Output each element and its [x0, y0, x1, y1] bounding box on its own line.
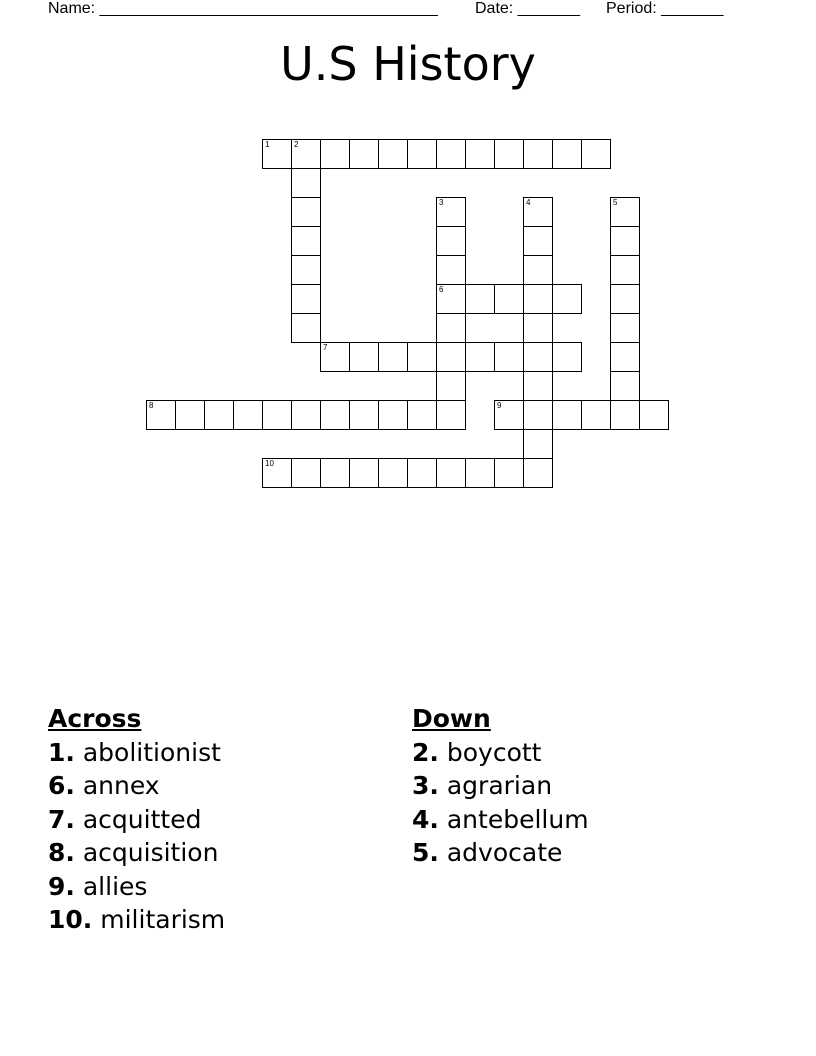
- crossword-cell[interactable]: [610, 371, 640, 401]
- crossword-cell[interactable]: [407, 342, 437, 372]
- down-clues: [412, 702, 589, 870]
- crossword-cell[interactable]: [465, 284, 495, 314]
- crossword-cell[interactable]: [436, 197, 466, 227]
- period-field-label: Period: _______: [606, 0, 724, 17]
- crossword-cell[interactable]: [436, 255, 466, 285]
- page-title: U.S History: [280, 37, 536, 91]
- clue-down-5: [412, 836, 589, 870]
- crossword-cell[interactable]: [349, 458, 379, 488]
- crossword-cell[interactable]: [494, 400, 524, 430]
- name-field-label: Name: ______________________________________: [48, 0, 438, 17]
- crossword-cell[interactable]: [436, 342, 466, 372]
- crossword-cell[interactable]: [291, 400, 321, 430]
- crossword-cell[interactable]: [378, 342, 408, 372]
- clue-text: annex: [82, 771, 160, 800]
- crossword-cell[interactable]: [610, 284, 640, 314]
- crossword-grid: [0, 0, 816, 520]
- clue-number: 1.: [48, 737, 75, 767]
- clue-text: allies: [82, 871, 148, 901]
- clue-number: 8.: [48, 838, 75, 867]
- clue-text: militarism: [100, 905, 226, 934]
- crossword-cell[interactable]: [291, 255, 321, 285]
- crossword-cell[interactable]: [262, 458, 292, 488]
- crossword-cell[interactable]: [291, 284, 321, 314]
- clue-across-6: [48, 769, 225, 803]
- clue-number: 7.: [48, 804, 75, 834]
- crossword-cell[interactable]: [523, 458, 553, 488]
- clue-across-7: [48, 803, 225, 837]
- crossword-cell[interactable]: [465, 458, 495, 488]
- crossword-cell[interactable]: [407, 400, 437, 430]
- crossword-cell[interactable]: [523, 255, 553, 285]
- crossword-cell[interactable]: [291, 139, 321, 169]
- cell-number: 4: [526, 198, 531, 207]
- crossword-cell[interactable]: [610, 342, 640, 372]
- crossword-cell[interactable]: [581, 400, 611, 430]
- crossword-cell[interactable]: [494, 139, 524, 169]
- across-heading: Across: [48, 704, 142, 733]
- crossword-cell[interactable]: [320, 400, 350, 430]
- clue-text: boycott: [446, 737, 542, 767]
- crossword-cell[interactable]: [523, 139, 553, 169]
- crossword-cell[interactable]: [494, 458, 524, 488]
- clue-number: 9.: [48, 871, 75, 901]
- cell-number: 2: [294, 140, 299, 149]
- crossword-cell[interactable]: [465, 342, 495, 372]
- cell-number: 9: [497, 401, 502, 410]
- cell-number: 8: [149, 401, 154, 410]
- crossword-cell[interactable]: [436, 139, 466, 169]
- across-clues: [48, 702, 225, 937]
- crossword-cell[interactable]: [494, 284, 524, 314]
- crossword-cell[interactable]: [436, 458, 466, 488]
- crossword-cell[interactable]: [378, 458, 408, 488]
- clue-across-8: [48, 836, 225, 870]
- down-heading: Down: [412, 704, 491, 733]
- clue-text: abolitionist: [82, 737, 221, 767]
- crossword-cell[interactable]: [233, 400, 263, 430]
- crossword-cell[interactable]: [349, 342, 379, 372]
- cell-number: 7: [323, 343, 328, 352]
- crossword-cell[interactable]: [523, 371, 553, 401]
- crossword-cell[interactable]: [523, 400, 553, 430]
- crossword-cell[interactable]: [610, 255, 640, 285]
- crossword-cell[interactable]: [639, 400, 669, 430]
- crossword-cell[interactable]: [262, 139, 292, 169]
- crossword-cell[interactable]: [436, 226, 466, 256]
- clue-number: 2.: [412, 737, 439, 767]
- crossword-cell[interactable]: [581, 139, 611, 169]
- clue-down-4: [412, 803, 589, 837]
- crossword-cell[interactable]: [523, 429, 553, 459]
- crossword-cell[interactable]: [436, 400, 466, 430]
- clue-text: agrarian: [446, 771, 553, 800]
- clue-text: advocate: [446, 838, 563, 867]
- clue-number: 5.: [412, 838, 439, 867]
- crossword-cell[interactable]: [436, 284, 466, 314]
- crossword-cell[interactable]: [436, 313, 466, 343]
- clue-number: 4.: [412, 804, 439, 834]
- crossword-cell[interactable]: [523, 342, 553, 372]
- crossword-cell[interactable]: [436, 371, 466, 401]
- crossword-cell[interactable]: [552, 284, 582, 314]
- crossword-cell[interactable]: [320, 458, 350, 488]
- crossword-cell[interactable]: [407, 458, 437, 488]
- clue-across-9: [48, 870, 225, 904]
- crossword-cell[interactable]: [175, 400, 205, 430]
- crossword-cell[interactable]: [320, 342, 350, 372]
- crossword-cell[interactable]: [378, 400, 408, 430]
- crossword-cell[interactable]: [465, 139, 495, 169]
- clue-number: 10.: [48, 905, 93, 934]
- crossword-cell[interactable]: [204, 400, 234, 430]
- clue-text: acquitted: [82, 804, 202, 834]
- crossword-cell[interactable]: [291, 226, 321, 256]
- crossword-cell[interactable]: [291, 458, 321, 488]
- cell-number: 10: [265, 459, 274, 468]
- crossword-cell[interactable]: [146, 400, 176, 430]
- crossword-cell[interactable]: [552, 139, 582, 169]
- date-field-label: Date: _______: [475, 0, 580, 17]
- clue-number: 6.: [48, 771, 75, 800]
- cell-number: 3: [439, 198, 444, 207]
- crossword-cell[interactable]: [523, 284, 553, 314]
- crossword-cell[interactable]: [349, 400, 379, 430]
- clue-across-1: [48, 736, 225, 770]
- crossword-cell[interactable]: [552, 342, 582, 372]
- crossword-cell[interactable]: [349, 139, 379, 169]
- cell-number: 5: [613, 198, 618, 207]
- crossword-cell[interactable]: [291, 313, 321, 343]
- crossword-cell[interactable]: [523, 226, 553, 256]
- cell-number: 1: [265, 140, 270, 149]
- crossword-cell[interactable]: [291, 197, 321, 227]
- crossword-cell[interactable]: [552, 400, 582, 430]
- crossword-cell[interactable]: [610, 313, 640, 343]
- crossword-cell[interactable]: [494, 342, 524, 372]
- clue-text: acquisition: [82, 838, 219, 867]
- clue-down-2: [412, 736, 589, 770]
- crossword-cell[interactable]: [610, 226, 640, 256]
- clue-across-10: [48, 903, 225, 937]
- crossword-cell[interactable]: [407, 139, 437, 169]
- crossword-cell[interactable]: [262, 400, 292, 430]
- crossword-cell[interactable]: [610, 197, 640, 227]
- clue-down-3: [412, 769, 589, 803]
- crossword-cell[interactable]: [523, 197, 553, 227]
- clue-number: 3.: [412, 771, 439, 800]
- crossword-cell[interactable]: [320, 139, 350, 169]
- cell-number: 6: [439, 285, 444, 294]
- clue-text: antebellum: [446, 804, 589, 834]
- crossword-cell[interactable]: [610, 400, 640, 430]
- crossword-cell[interactable]: [291, 168, 321, 198]
- crossword-cell[interactable]: [523, 313, 553, 343]
- crossword-cell[interactable]: [378, 139, 408, 169]
